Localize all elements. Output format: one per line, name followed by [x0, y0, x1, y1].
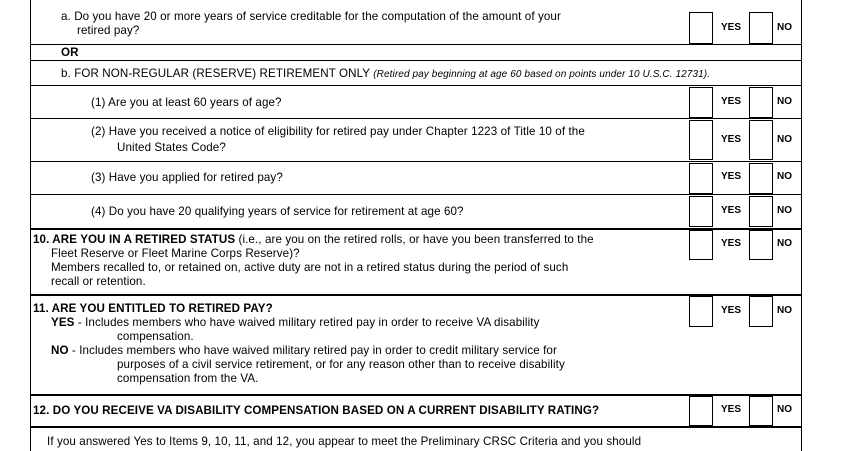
- q10-line3: Members recalled to, or retained on, active duty are not in a retired status during the period of such: [51, 261, 569, 274]
- q9b2-no-checkbox[interactable]: [749, 120, 773, 160]
- q9b2-line2: United States Code?: [117, 141, 226, 154]
- q9b1-no-label: NO: [777, 96, 792, 107]
- q11-yes-desc: - Includes members who have waived military retired pay in order to receive VA disability: [74, 316, 540, 329]
- q11-no-desc: - Includes members who have waived military retired pay in order to credit military service for: [68, 344, 557, 357]
- q10-no-label: NO: [777, 238, 792, 249]
- divider: [31, 44, 801, 45]
- q9b3-no-label: NO: [777, 171, 792, 182]
- section-divider: [31, 228, 801, 230]
- q9a-yes-checkbox[interactable]: [689, 12, 713, 44]
- q9b3-text: (3) Have you applied for retired pay?: [91, 171, 283, 184]
- q9b2-yes-checkbox[interactable]: [689, 120, 713, 160]
- q9b1-text: (1) Are you at least 60 years of age?: [91, 96, 282, 109]
- q11-yes-line1: [51, 316, 540, 330]
- q9b4-no-checkbox[interactable]: [749, 196, 773, 227]
- q9b4-yes-label: YES: [721, 205, 742, 216]
- q12-no-checkbox[interactable]: [749, 396, 773, 426]
- q11-no-line2: purposes of a civil service retirement, or for any reason other than to receive disability: [117, 358, 565, 371]
- divider: [31, 194, 801, 195]
- q9b3-yes-checkbox[interactable]: [689, 163, 713, 194]
- q9b2-no-label: NO: [777, 134, 792, 145]
- q10-heading: 10. ARE YOU IN A RETIRED STATUS: [33, 233, 236, 246]
- q11-no-line1: [51, 344, 557, 358]
- divider: [31, 118, 801, 119]
- q9b4-yes-checkbox[interactable]: [689, 196, 713, 227]
- q9a-yes-label: YES: [721, 22, 742, 33]
- divider: [31, 85, 801, 86]
- q11-yes-label: YES: [721, 305, 742, 316]
- q9b1-yes-label: YES: [721, 96, 742, 107]
- q10-line1: [33, 233, 594, 247]
- q9b2-yes-label: YES: [721, 134, 742, 145]
- q11-no-label: NO: [777, 305, 792, 316]
- q11-heading: 11. ARE YOU ENTITLED TO RETIRED PAY?: [33, 302, 273, 315]
- q9a-line2: retired pay?: [77, 24, 140, 37]
- q10-line4: recall or retention.: [51, 275, 146, 288]
- q9b2-line1: (2) Have you received a notice of eligibility for retired pay under Chapter 1223 of Title 10 of the: [91, 125, 585, 138]
- q10-line2: Fleet Reserve or Fleet Marine Corps Reserve)?: [51, 247, 300, 260]
- q12-no-label: NO: [777, 404, 792, 415]
- q9b3-no-checkbox[interactable]: [749, 163, 773, 194]
- footer-text: If you answered Yes to Items 9, 10, 11, and 12, you appear to meet the Preliminary CRSC Criteria and you should: [47, 435, 642, 448]
- q9b4-no-label: NO: [777, 205, 792, 216]
- section-divider: [31, 394, 801, 396]
- or-label: OR: [61, 46, 79, 59]
- q12-text: 12. DO YOU RECEIVE VA DISABILITY COMPENSATION BASED ON A CURRENT DISABILITY RATING?: [33, 404, 600, 417]
- divider: [31, 60, 801, 61]
- q9a-no-checkbox[interactable]: [749, 12, 773, 44]
- q12-yes-checkbox[interactable]: [689, 396, 713, 426]
- q11-yes-checkbox[interactable]: [689, 296, 713, 327]
- q10-line1-rest: (i.e., are you on the retired rolls, or have you been transferred to the: [235, 233, 594, 246]
- form-page: [30, 0, 802, 451]
- q11-yes-line2: compensation.: [117, 330, 194, 343]
- q11-no-checkbox[interactable]: [749, 296, 773, 327]
- q9b-note: (Retired pay beginning at age 60 based on points under 10 U.S.C. 12731).: [373, 69, 711, 80]
- q9b1-no-checkbox[interactable]: [749, 87, 773, 118]
- q9a-line1: a. Do you have 20 or more years of service creditable for the computation of the amount of your: [61, 10, 561, 23]
- q9b4-text: (4) Do you have 20 qualifying years of service for retirement at age 60?: [91, 205, 464, 218]
- q9b-text: b. FOR NON-REGULAR (RESERVE) RETIREMENT ONLY: [61, 67, 370, 80]
- q10-yes-label: YES: [721, 238, 742, 249]
- divider: [31, 161, 801, 162]
- q11-no-line3: compensation from the VA.: [117, 372, 259, 385]
- q9b1-yes-checkbox[interactable]: [689, 87, 713, 118]
- section-divider: [31, 294, 801, 296]
- q10-no-checkbox[interactable]: [749, 230, 773, 260]
- q9b-heading: [61, 67, 710, 82]
- q9a-no-label: NO: [777, 22, 792, 33]
- q9b3-yes-label: YES: [721, 171, 742, 182]
- section-divider: [31, 426, 801, 428]
- q11-yes-term: YES: [51, 316, 75, 329]
- q11-no-term: NO: [51, 344, 69, 357]
- q12-yes-label: YES: [721, 404, 742, 415]
- q10-yes-checkbox[interactable]: [689, 230, 713, 260]
